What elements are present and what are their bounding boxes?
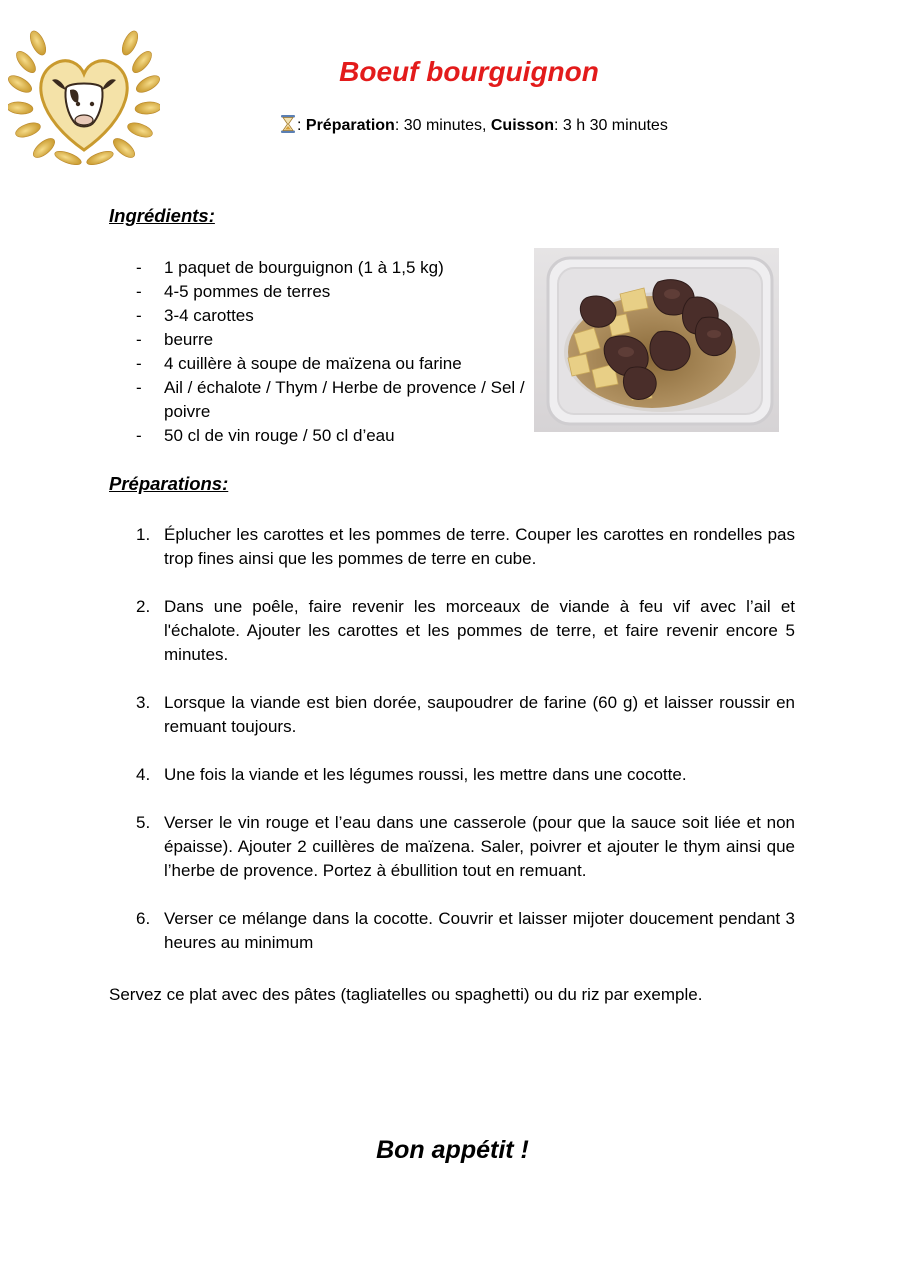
preparation-step	[109, 907, 795, 955]
step-number: 2.	[136, 597, 151, 616]
hourglass-icon	[279, 114, 297, 134]
cow-wheat-logo	[8, 18, 160, 176]
ingredient-item	[109, 256, 529, 280]
step-number: 1.	[136, 525, 151, 544]
step-text: Verser le vin rouge et l’eau dans une casserole (pour que la sauce soit liée et non épaisse). Ajouter 2 cuillères de maïzena. Saler, poivrer et ajouter le thym ainsi que l’herbe de provence. Portez à ébullition tout en remuant.	[164, 813, 795, 880]
ingredient-text: 4-5 pommes de terres	[164, 282, 331, 301]
list-dash: -	[136, 378, 142, 397]
ingredient-text: Ail / échalote / Thym / Herbe de provence / Sel / poivre	[164, 378, 525, 421]
serving-note: Servez ce plat avec des pâtes (tagliatelles ou spaghetti) ou du riz par exemple.	[109, 985, 703, 1004]
recipe-title: Boeuf bourguignon	[339, 56, 599, 87]
preparation-step	[109, 691, 795, 739]
step-number: 6.	[136, 909, 151, 928]
preparation-step	[109, 763, 795, 787]
ingredient-text: beurre	[164, 330, 214, 349]
list-dash: -	[136, 282, 142, 301]
preparation-step	[109, 811, 795, 883]
ingredient-item	[109, 328, 529, 352]
ingredient-item	[109, 304, 529, 328]
ingredients-list	[109, 256, 529, 448]
prep-time-label: Préparation	[305, 117, 395, 134]
timing-line	[279, 114, 668, 138]
timing-separator: :	[297, 117, 306, 134]
preparation-step	[109, 595, 795, 667]
ingredients-heading: Ingrédients:	[109, 205, 215, 226]
ingredient-text: 4 cuillère à soupe de maïzena ou farine	[164, 354, 462, 373]
preparation-step	[109, 523, 795, 571]
dish-photo	[534, 248, 779, 432]
preparations-heading: Préparations:	[109, 473, 229, 494]
ingredient-item	[109, 280, 529, 304]
list-dash: -	[136, 330, 142, 349]
step-number: 3.	[136, 693, 151, 712]
list-dash: -	[136, 306, 142, 325]
ingredient-item	[109, 424, 529, 448]
step-text: Une fois la viande et les légumes roussi, les mettre dans une cocotte.	[164, 765, 687, 784]
ingredient-text: 3-4 carottes	[164, 306, 254, 325]
step-number: 4.	[136, 765, 151, 784]
step-number: 5.	[136, 813, 151, 832]
list-dash: -	[136, 258, 142, 277]
ingredient-text: 1 paquet de bourguignon (1 à 1,5 kg)	[164, 258, 444, 277]
preparation-steps	[109, 523, 795, 979]
step-text: Verser ce mélange dans la cocotte. Couvrir et laisser mijoter doucement pendant 3 heures au minimum	[164, 909, 795, 952]
list-dash: -	[136, 354, 142, 373]
ingredient-text: 50 cl de vin rouge / 50 cl d’eau	[164, 426, 395, 445]
cook-time-label: Cuisson	[490, 117, 554, 134]
cook-time-value: : 3 h 30 minutes	[553, 117, 668, 134]
prep-time-value: : 30 minutes,	[394, 117, 491, 134]
list-dash: -	[136, 426, 142, 445]
closing-line: Bon appétit !	[376, 1136, 529, 1164]
step-text: Dans une poêle, faire revenir les morceaux de viande à feu vif avec l’ail et l'échalote. Ajouter les carottes et les pommes de terre, et faire revenir encore 5 minutes.	[164, 597, 795, 664]
ingredient-item	[109, 376, 529, 424]
ingredient-item	[109, 352, 529, 376]
step-text: Lorsque la viande est bien dorée, saupoudrer de farine (60 g) et laisser roussir en remuant toujours.	[164, 693, 795, 736]
step-text: Éplucher les carottes et les pommes de terre. Couper les carottes en rondelles pas trop fines ainsi que les pommes de terre en cube.	[164, 525, 795, 568]
